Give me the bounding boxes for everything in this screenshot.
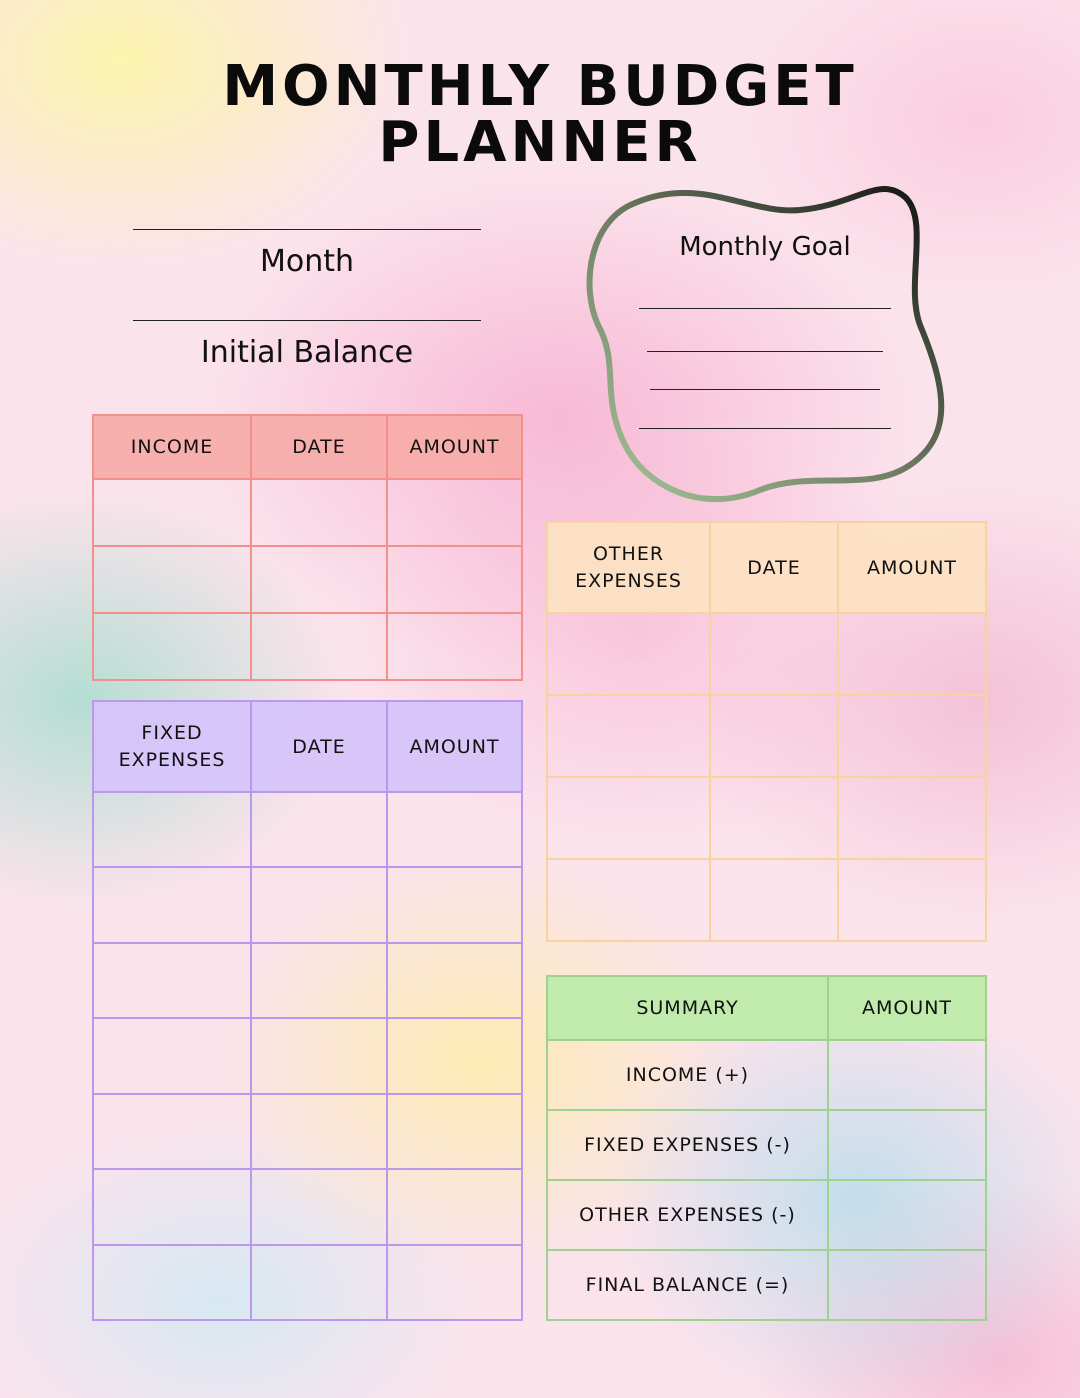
income-amount-header: AMOUNT: [387, 415, 522, 479]
summary-final-balance-label: FINAL BALANCE (=): [547, 1250, 828, 1320]
other-date-cell[interactable]: [710, 777, 838, 859]
other-expense-cell[interactable]: [547, 695, 710, 777]
income-cell[interactable]: [93, 479, 251, 546]
income-cell[interactable]: [93, 546, 251, 613]
income-date-cell[interactable]: [251, 613, 387, 680]
fixed-expenses-header: FIXED EXPENSES: [93, 701, 251, 792]
goal-write-line-2[interactable]: [647, 351, 883, 352]
monthly-goal-blob: [580, 175, 950, 510]
other-expenses-header: OTHER EXPENSES: [547, 522, 710, 613]
fixed-date-cell[interactable]: [251, 792, 387, 867]
page-title-line-1: MONTHLY BUDGET: [222, 54, 858, 119]
fixed-amount-cell[interactable]: [387, 1094, 522, 1169]
goal-write-line-4[interactable]: [639, 428, 891, 429]
fixed-amount-cell[interactable]: [387, 1169, 522, 1245]
income-header: INCOME: [93, 415, 251, 479]
income-date-cell[interactable]: [251, 546, 387, 613]
fixed-expense-cell[interactable]: [93, 1018, 251, 1094]
other-amount-cell[interactable]: [838, 859, 986, 941]
fixed-amount-cell[interactable]: [387, 867, 522, 943]
income-amount-cell[interactable]: [387, 546, 522, 613]
other-amount-cell[interactable]: [838, 695, 986, 777]
fixed-expense-cell[interactable]: [93, 792, 251, 867]
summary-income-amount-cell[interactable]: [828, 1040, 986, 1110]
income-amount-cell[interactable]: [387, 613, 522, 680]
fixed-date-cell[interactable]: [251, 1018, 387, 1094]
other-expense-cell[interactable]: [547, 859, 710, 941]
fixed-expense-cell[interactable]: [93, 1245, 251, 1320]
income-date-cell[interactable]: [251, 479, 387, 546]
other-amount-header: AMOUNT: [838, 522, 986, 613]
income-cell[interactable]: [93, 613, 251, 680]
fixed-amount-cell[interactable]: [387, 1018, 522, 1094]
summary-other-amount-cell[interactable]: [828, 1180, 986, 1250]
summary-final-balance-amount-cell[interactable]: [828, 1250, 986, 1320]
other-expenses-table: [546, 521, 987, 942]
fixed-expense-cell[interactable]: [93, 867, 251, 943]
summary-fixed-label: FIXED EXPENSES (-): [547, 1110, 828, 1180]
other-date-cell[interactable]: [710, 613, 838, 695]
goal-write-line-1[interactable]: [639, 308, 891, 309]
other-date-header: DATE: [710, 522, 838, 613]
income-table: [92, 414, 523, 681]
summary-fixed-amount-cell[interactable]: [828, 1110, 986, 1180]
fixed-amount-header: AMOUNT: [387, 701, 522, 792]
summary-table: [546, 975, 987, 1321]
month-write-line[interactable]: [133, 229, 481, 230]
fixed-expense-cell[interactable]: [93, 943, 251, 1018]
other-amount-cell[interactable]: [838, 777, 986, 859]
other-date-cell[interactable]: [710, 859, 838, 941]
monthly-goal-label: Monthly Goal: [679, 232, 851, 262]
fixed-expense-cell[interactable]: [93, 1094, 251, 1169]
summary-other-label: OTHER EXPENSES (-): [547, 1180, 828, 1250]
month-label: Month: [259, 244, 355, 279]
page-title-line-2: PLANNER: [378, 110, 702, 175]
summary-header: SUMMARY: [547, 976, 828, 1040]
other-expense-cell[interactable]: [547, 777, 710, 859]
initial-balance-label: Initial Balance: [200, 335, 414, 370]
fixed-date-cell[interactable]: [251, 1094, 387, 1169]
income-date-header: DATE: [251, 415, 387, 479]
income-amount-cell[interactable]: [387, 479, 522, 546]
summary-income-label: INCOME (+): [547, 1040, 828, 1110]
fixed-amount-cell[interactable]: [387, 1245, 522, 1320]
goal-write-line-3[interactable]: [650, 389, 880, 390]
fixed-date-cell[interactable]: [251, 1169, 387, 1245]
fixed-amount-cell[interactable]: [387, 792, 522, 867]
fixed-date-header: DATE: [251, 701, 387, 792]
other-date-cell[interactable]: [710, 695, 838, 777]
fixed-date-cell[interactable]: [251, 943, 387, 1018]
other-expense-cell[interactable]: [547, 613, 710, 695]
fixed-expenses-table: [92, 700, 523, 1321]
fixed-expense-cell[interactable]: [93, 1169, 251, 1245]
summary-amount-header: AMOUNT: [828, 976, 986, 1040]
initial-balance-write-line[interactable]: [133, 320, 481, 321]
fixed-amount-cell[interactable]: [387, 943, 522, 1018]
fixed-date-cell[interactable]: [251, 1245, 387, 1320]
other-amount-cell[interactable]: [838, 613, 986, 695]
fixed-date-cell[interactable]: [251, 867, 387, 943]
